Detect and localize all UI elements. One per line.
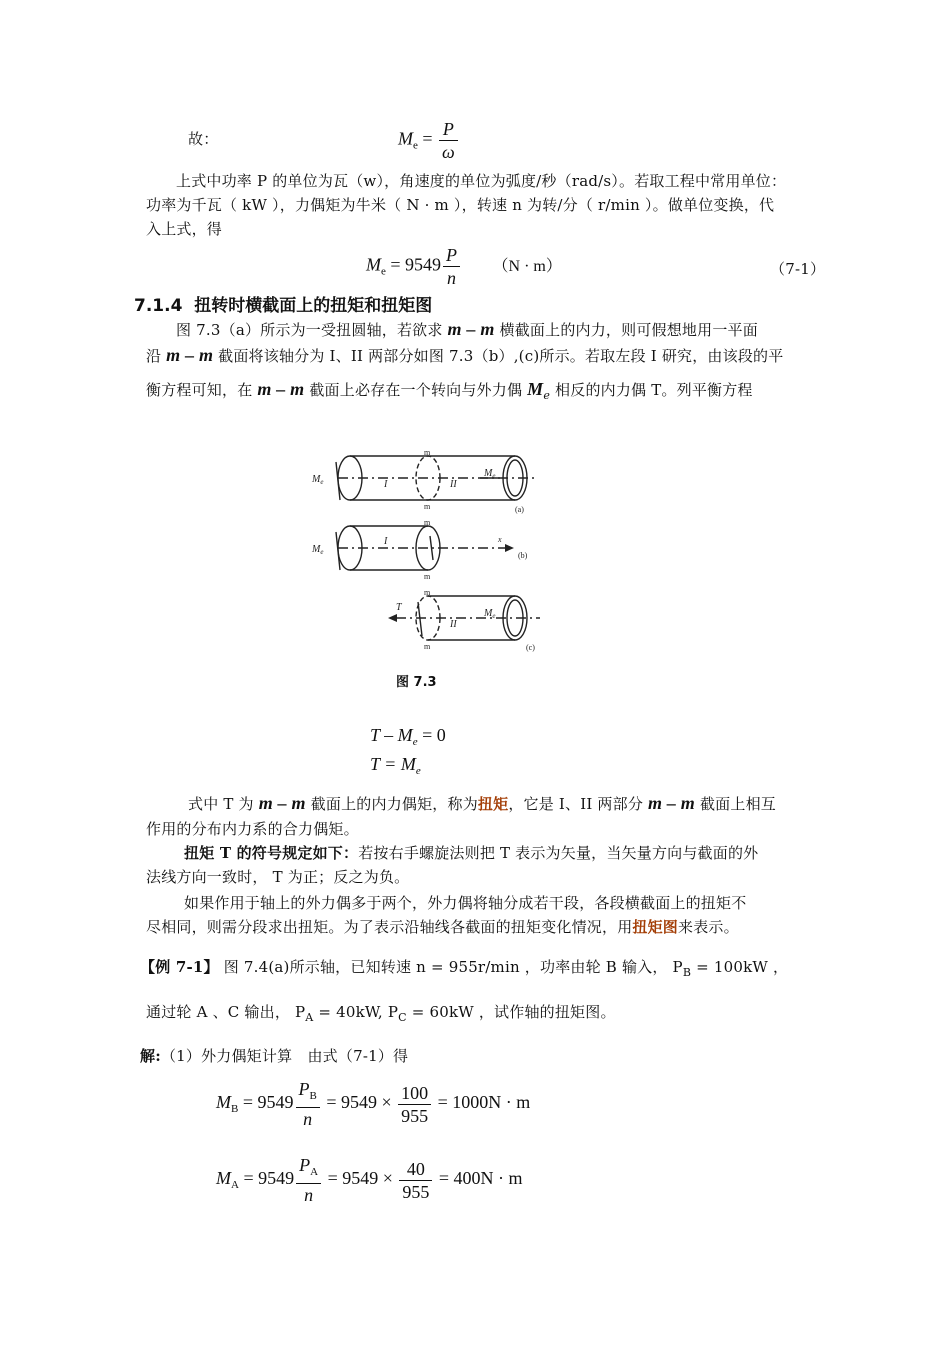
example-tag: 【例 7-1】 [140, 958, 219, 976]
section-mm: m – m [166, 345, 214, 365]
text: 沿 [146, 347, 167, 365]
label-x: x [498, 535, 502, 544]
para5-line1: 如果作用于轴上的外力偶多于两个，外力偶将轴分成若干段，各段横截面上的扭矩不 [184, 894, 747, 912]
label-m-bot-b: m [424, 572, 431, 581]
text: 若按右手螺旋法则把 T 表示为矢量，当矢量方向与截面的外 [358, 844, 759, 862]
text: （1）外力偶矩计算 由式（7-1）得 [160, 1047, 409, 1065]
para2-line2 [146, 344, 783, 367]
text: 来表示。 [678, 918, 739, 936]
fraction [443, 244, 460, 289]
label-a: (a) [515, 505, 524, 514]
label-i-a: I [384, 479, 388, 490]
text: 截面将该轴分为 I、II 两部分如图 7.3（b）,(c)所示。若取左段 I 研究，由该段的平 [213, 347, 784, 365]
para2-line1 [176, 318, 758, 341]
eq-text: T = M [370, 754, 416, 774]
para3-line1 [188, 792, 776, 815]
text: 截面上必存在一个转向与外力偶 [304, 381, 528, 399]
eq-sub: B [231, 1103, 239, 1116]
x-axis-arrow [505, 544, 514, 552]
shaft-a [336, 456, 538, 500]
text: 式中 T 为 [188, 795, 259, 813]
solution-tag: 解: [140, 1047, 161, 1065]
text: 尽相同，则需分段求出扭矩。为了表示沿轴线各截面的扭矩变化情况，用 [146, 918, 633, 936]
label-me-a-right: $M_e$ [484, 468, 496, 480]
term-torque-diagram: 扭矩图 [632, 918, 679, 936]
text: 截面上相互 [695, 795, 776, 813]
para1-line2: 功率为千瓦（ kW ），力偶矩为牛米（ N · m ），转速 n 为转/分（ r/min ）。做单位变换，代 [146, 196, 775, 214]
numerator-sub: B [309, 1090, 317, 1102]
text: 相反的内力偶 T。列平衡方程 [550, 381, 753, 399]
label-me-a: $M_e$ [312, 474, 324, 486]
para1-line1: 上式中功率 P 的单位为瓦（w），角速度的单位为弧度/秒（rad/s）。若取工程中常用单位： [176, 172, 787, 190]
text: 衡方程可知，在 [146, 381, 258, 399]
label-c: (c) [526, 643, 535, 652]
para4-line2: 法线方向一致时， T 为正；反之为负。 [146, 868, 410, 886]
eq-mid: = 9549 × [327, 1168, 393, 1189]
me-symbol: M [527, 379, 544, 399]
label-m-bot-a: m [424, 502, 431, 511]
label-m-top-c: m [424, 588, 431, 597]
eq-text: T – M [370, 725, 413, 745]
eq-lhs: M [216, 1092, 231, 1113]
fraction [439, 118, 458, 163]
me-sub: e [543, 389, 551, 402]
section-mm: m – m [257, 379, 305, 399]
figure-caption: 图 7.3 [396, 675, 437, 690]
eq-coef: = 9549 [390, 254, 442, 275]
eq-result: = 400N · m [438, 1168, 523, 1189]
text: = 100kW ， [691, 958, 789, 976]
label-m-top-b: m [424, 518, 431, 527]
equation-me: $M_e$ = $\frac{P}{\omega}$ [398, 118, 460, 163]
para5-line2 [146, 916, 739, 938]
eq-sub: e [415, 765, 421, 777]
section-title: 扭转时横截面上的扭矩和扭矩图 [194, 296, 433, 316]
numerator-2: 100 [398, 1082, 431, 1105]
text: 通过轮 A 、C 输出， P [146, 1003, 306, 1021]
text: 截面上的内力偶矩，称为 [305, 795, 478, 813]
fraction [296, 1078, 320, 1130]
fraction [296, 1154, 321, 1206]
fraction-2 [399, 1158, 432, 1203]
section-mm: m – m [447, 319, 495, 339]
equilibrium-eq-2 [370, 754, 421, 777]
denominator-2: 955 [402, 1181, 430, 1202]
sub: A [305, 1011, 314, 1024]
numerator: P [299, 1155, 311, 1175]
equation-tag: （7-1） [770, 260, 826, 278]
label-m-bot-c: m [424, 642, 431, 651]
equilibrium-eq-1 [370, 725, 446, 748]
eq-lhs: M [398, 128, 413, 149]
equation-ma [216, 1154, 523, 1206]
sign-rule-title: 扭矩 T 的符号规定如下： [184, 844, 359, 862]
label-m-top-a: m [424, 448, 431, 457]
para1-line3: 入上式，得 [146, 220, 223, 238]
example-line1 [140, 956, 788, 984]
eq-sub: e [413, 139, 418, 152]
eq-lhs: M [366, 254, 381, 275]
section-mm: m – m [648, 793, 696, 813]
para2-line3 [146, 378, 753, 407]
eq-lhs: M [216, 1168, 231, 1189]
section-mm: m – m [258, 793, 306, 813]
denominator-2: 955 [401, 1105, 429, 1126]
numerator: P [439, 118, 458, 141]
sub: B [682, 966, 692, 979]
equation-7-1 [366, 244, 562, 289]
label-ii-c: II [450, 619, 457, 630]
denominator: ω [442, 142, 455, 162]
text: 横截面上的内力，则可假想地用一平面 [494, 321, 758, 339]
eq-sub: e [381, 265, 386, 278]
denominator: n [304, 1185, 314, 1205]
text: = 40kW, P [313, 1003, 399, 1021]
numerator-2: 40 [399, 1158, 432, 1181]
text: = 60kW ，试作轴的扭矩图。 [406, 1003, 616, 1021]
para3-line2: 作用的分布内力系的合力偶矩。 [146, 820, 359, 838]
text: 图 7.4(a)所示轴，已知转速 n = 955r/min ，功率由轮 B 输入， P [218, 958, 683, 976]
eq-result: = 1000N · m [437, 1092, 531, 1113]
eq-text: = 0 [417, 725, 446, 745]
sub: C [398, 1011, 407, 1024]
eq-unit: （N · m） [492, 257, 562, 275]
para4-line1 [184, 842, 758, 864]
gu-label: 故： [188, 130, 219, 148]
eq-coef: = 9549 [242, 1092, 294, 1113]
eq-mid: = 9549 × [326, 1092, 392, 1113]
t-arrow [388, 614, 397, 622]
label-me-b: $M_e$ [312, 544, 324, 556]
numerator: P [298, 1079, 310, 1099]
figure-7-3 [300, 440, 560, 660]
section-number: 7.1.4 [134, 296, 183, 316]
label-ii-a: II [450, 479, 457, 490]
eq-sub: e [412, 736, 418, 748]
denominator: n [303, 1109, 313, 1129]
eq-coef: = 9549 [243, 1168, 295, 1189]
denominator: n [447, 268, 457, 288]
label-i-b: I [384, 536, 388, 547]
example-line2 [146, 1001, 616, 1029]
equation-mb [216, 1078, 530, 1130]
term-torque: 扭矩 [477, 795, 509, 813]
fraction-2 [398, 1082, 431, 1127]
shaft-b [336, 526, 505, 570]
eq-sub: A [231, 1179, 239, 1192]
label-b: (b) [518, 551, 528, 560]
numerator: P [443, 244, 460, 267]
label-t: T [396, 602, 402, 613]
numerator-sub: A [310, 1166, 319, 1178]
label-me-c: $M_e$ [484, 608, 496, 620]
shaft-c [396, 596, 540, 640]
solution-line [140, 1045, 408, 1067]
text: ，它是 I、II 两部分 [508, 795, 648, 813]
section-heading [134, 291, 432, 316]
text: 图 7.3（a）所示为一受扭圆轴，若欲求 [176, 321, 448, 339]
